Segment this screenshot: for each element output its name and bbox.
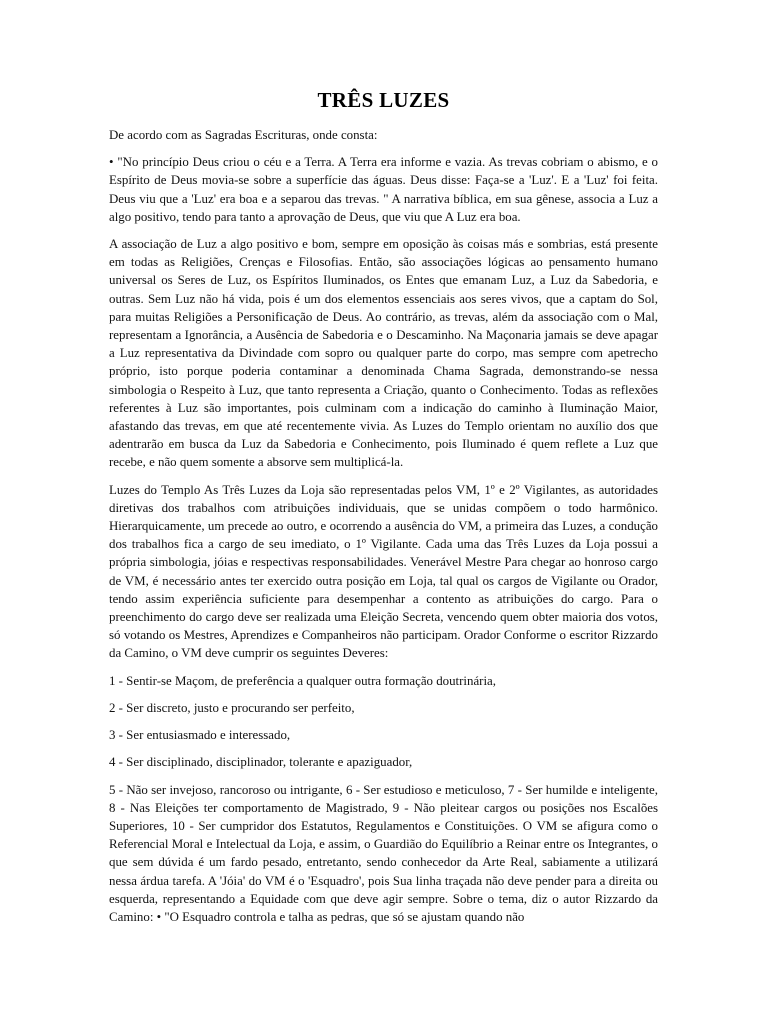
paragraph-light-association: A associação de Luz a algo positivo e bom, sempre em oposição às coisas más e sombrias, está presente em todas as Religiões, Crenças e Filosofias. Então, são associações lógicas ao pensamento humano universal os Seres de Luz, os Espíritos Iluminados, os Entes que emanam Luz, a Luz da Sabedoria, e outras. Sem Luz não há vida, pois é um dos elementos essenciais aos seres vivos, que a captam do Sol, para muitas Religiões a Personificação de Deus. Ao contrário, as trevas, além da associação com o Mal, representam a Ignorância, a Ausência de Sabedoria e o Descaminho. Na Maçonaria jamais se deve apagar a Luz representativa da Divindade com sopro ou qualquer parte do corpo, mas sempre com apetrecho próprio, isto porque poderia contaminar a denominada Chama Sagrada, demonstrando-se nessa simbologia o Respeito à Luz, que tanto representa a Criação, quanto o Conhecimento. Todas as reflexões referentes à Luz são importantes, pois culminam com a indicação do caminho à Iluminação Maior, afastando das trevas, em que até recentemente vivia. As Luzes do Templo orientam no auxílio dos que adentrarão em busca da Luz da Sabedoria e Conhecimento, pois Iluminado é quem reflete a Luz que recebe, e não quem somente a absorve sem multiplicá-la. <box>109 237 658 470</box>
paragraph-intro: De acordo com as Sagradas Escrituras, onde consta: <box>109 128 378 142</box>
list-item-duty-2: 2 - Ser discreto, justo e procurando ser perfeito, <box>109 700 355 715</box>
list-item-duty-3: 3 - Ser entusiasmado e interessado, <box>109 728 291 743</box>
document-title: TRÊS LUZES <box>317 88 450 112</box>
list-item-duty-4: 4 - Ser disciplinado, disciplinador, tolerante e apaziguador, <box>109 755 413 770</box>
paragraph-genesis-quote: • "No princípio Deus criou o céu e a Terra. A Terra era informe e vazia. As trevas cobriam o abismo, e o Espírito de Deus movia-se sobre a superfície das águas. Deus disse: Faça-se a 'Luz'. E a 'Luz' foi feita. Deus viu que a 'Luz' era boa e a separou das trevas. " A narrativa bíblica, em sua gênese, associa a Luz a algo positivo, tendo para tanto a aprovação de Deus, que viu que A Luz era boa. <box>109 155 658 224</box>
paragraph-duties-continued: 5 - Não ser invejoso, rancoroso ou intrigante, 6 - Ser estudioso e meticuloso, 7 - Ser humilde e inteligente, 8 - Nas Eleições ter comportamento de Magistrado, 9 - Não pleitear cargos ou posições nos Escalões Superiores, 10 - Ser cumpridor dos Estatutos, Regulamentos e Constituições. O VM se afigura como o Referencial Moral e Intelectual da Loja, e assim, o Guardião do Equilíbrio a Reinar entre os Integrantes, o que sem dúvida é um fardo pesado, entretanto, sendo conhecedor da Arte Real, sabiamente a utilizará nessa árdua tarefa. A 'Jóia' do VM é o 'Esquadro', pois Sua linha traçada não deve pender para a direita ou esquerda, representando a Equidade com que deve agir sempre. Sobre o tema, diz o autor Rizzardo da Camino: • "O Esquadro controla e talha as pedras, que só se ajustam quando não <box>109 782 658 924</box>
paragraph-temple-lights: Luzes do Templo As Três Luzes da Loja são representadas pelos VM, 1º e 2º Vigilantes, as autoridades diretivas dos trabalhos com atribuições individuais, que se unidas compõem o todo harmônico. Hierarquicamente, um precede ao outro, e ocorrendo a ausência do VM, a primeira das Luzes, a condução dos trabalhos fica a cargo de seu imediato, o 1º Vigilante. Cada uma das Três Luzes da Loja possui a própria simbologia, jóias e respectivas responsabilidades. Venerável Mestre Para chegar ao honroso cargo de VM, é necessário antes ter exercido outra posição em Loja, tal qual os cargos de Vigilante ou Orador, tendo assim experiência suficiente para desempenhar a contento as atribuições do cargo. Para o preenchimento do cargo deve ser realizada uma Eleição Secreta, vencendo quem obter maioria dos votos, só votando os Mestres, Aprendizes e Companheiros não participam. Orador Conforme o escritor Rizzardo da Camino, o VM deve cumprir os seguintes Deveres: <box>109 482 658 661</box>
list-item-duty-1: 1 - Sentir-se Maçom, de preferência a qualquer outra formação doutrinária, <box>109 673 497 688</box>
document-body <box>109 86 658 935</box>
